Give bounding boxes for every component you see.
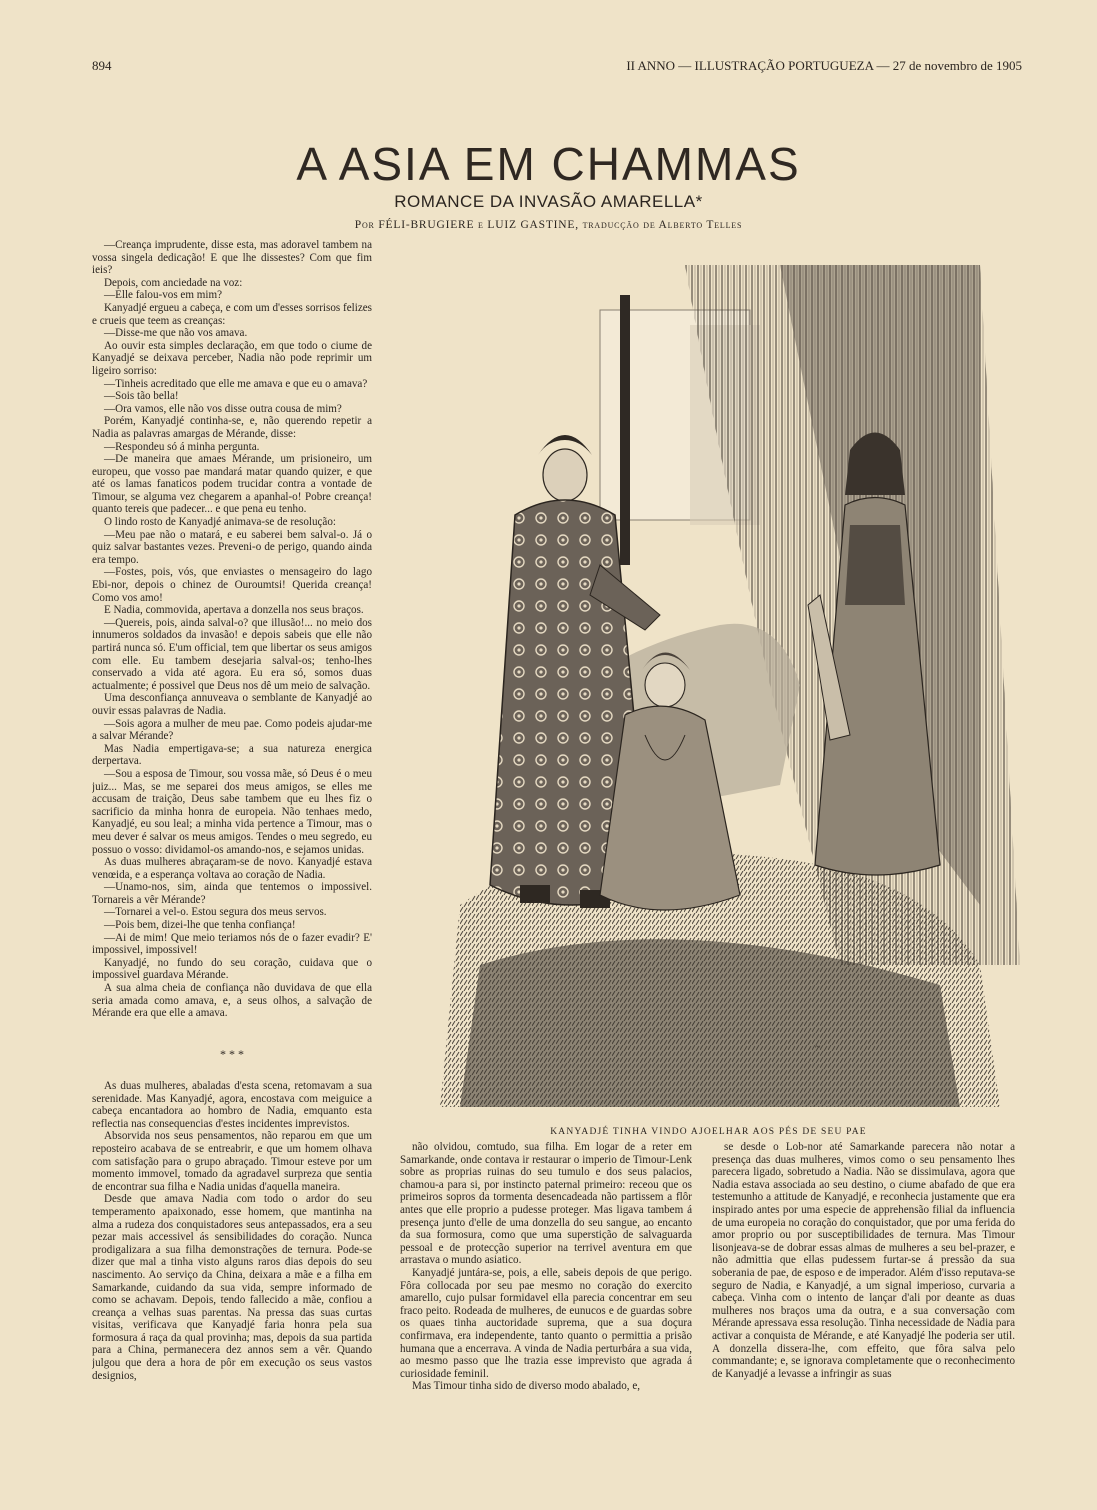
paragraph: Ao ouvir esta simples declaração, em que todo o ciume de Kanyadjé se deixava perceber, Nadia não pode reprimir um ligeiro sorriso: xyxy=(92,339,372,377)
page-header xyxy=(92,58,1022,78)
paragraph: Mas Nadia empertigava-se; a sua natureza energica derpertava. xyxy=(92,742,372,768)
paragraph: O lindo rosto de Kanyadjé animava-se de resolução: xyxy=(104,516,336,529)
paragraph: Porém, Kanyadjé continha-se, e, não querendo repetir a Nadia as palavras amargas de Mérande, disse: xyxy=(92,415,372,440)
paragraph: —Unamo-nos, sim, ainda que tentemos o impossivel. Tornareis a vêr Mérande? xyxy=(92,881,372,906)
article-subtitle: ROMANCE DA INVASÃO AMARELLA* xyxy=(394,192,703,211)
page-number: 894 xyxy=(92,58,112,73)
text-column-right xyxy=(712,1141,1015,1411)
illustration-caption: KANYADJÉ TINHA VINDO AJOELHAR AOS PÉS DE SEU PAE xyxy=(550,1127,867,1137)
paragraph: —De maneira que amaes Mérande, um prisioneiro, um europeu, que vosso pae mandará matar quando quizer, e que até os lamas fanaticos podem trucidar contra a vontade de Timour, se alguma vez chegarem a apanhal-o! Pobre creança! quanto tereis que padecer... e que pena eu tenho. xyxy=(92,453,372,516)
paragraph: se desde o Lob-nor até Samarkande parecera não notar a presença das duas mulheres, vimos como o seu pensamento lhes parecera ligado, sobretudo a Nadia. Não se dissimulava, agora que Nadia estava associada ao seu destino, o ciume abafado de que era testemunho a attitude de Kanyadjé, e reconhecia justamente que era inspirado antes por uma especie de apprehensão filial da influencia de uma europeia no coração do conquistador, que por uma ferida do amor proprio ou por susceptibilidades de ternura. Mas Timour lisonjeava-se de dobrar essas almas de mulheres a seu bel-prazer, e não admittia que ellas pudessem furtar-se á pressão da sua soberania de pae, de esposo e de imperador. Além d'isso reputava-se seguro de Nadia, e Kanyadjé, a um signal imperioso, curvaria a cabeça. Vinha com o intento de lançar d'ali por deante as duas mulheres nos braços uma da outra, e a sua conversação com Mérande apressava essa resolução. Tinha necessidade de Nadia para activar a conquista de Mérande, e até Kanyadjé lhe poderia ser util. A donzella dissera-lhe, com effeito, que fôra salva pelo commandante; e, se ignorava completamente que o reconhecimento de Kanyadjé a levasse a infringir as suas xyxy=(712,1141,1015,1380)
illustration-drawing xyxy=(420,265,1020,1107)
paragraph: —Ora vamos, elle não vos disse outra cousa de mim? xyxy=(104,402,342,415)
paragraph: —Elle falou-vos em mim? xyxy=(104,289,222,302)
paragraph: —Tornarei a vel-o. Estou segura dos meus servos. xyxy=(104,906,327,919)
text-column-middle xyxy=(400,1141,692,1411)
article-byline: Por FÉLI-BRUGIERE e LUIZ GASTINE, traducção de Alberto Telles xyxy=(354,219,743,231)
paragraph: —Quereis, pois, ainda salval-o? que illusão!... no meio dos innumeros soldados da invasão! e depois sabeis que elle não partirá nunca só. E'um official, tem que libertar os seus amigos com elle. Eu tambem desejaria salval-os; tenho-lhes conservado a vida até agora. Eu era só, somos duas actualmente; é possivel que Deus nos dê um meio de salvação. xyxy=(92,616,372,692)
text-column-left-bottom xyxy=(92,1080,372,1410)
paragraph: A sua alma cheia de confiança não duvidava de que ella seria amada como amava, e, a seus olhos, a salvação de Mérande era que elle a amava. xyxy=(92,982,372,1020)
paragraph: As duas mulheres abraçaram-se de novo. Kanyadjé estava venœida, e a esperança voltava ao coração de Nadia. xyxy=(92,856,372,881)
paragraph: Kanyadjé juntára-se, pois, a elle, sabeis depois de que perigo. Fôra collocada por seu pae mesmo no coração do exercito amarello, cujo pulsar formidavel ella parecia concentrar em seu fraco peito. Rodeada de mulheres, de eunucos e de guardas sobre os quaes tinha auctoridade suprema, que a sua doçura confirmava, era independente, tanto quanto o permittia a prisão humana que a encerrava. A vinda de Nadia perturbára a sua vida, ao mesmo passo que lhe trazia esse imprevisto que agrada á curiosidade feminil. xyxy=(400,1266,692,1380)
paragraph: —Sou a esposa de Timour, sou vossa mãe, só Deus é o meu juiz... Mas, se me separei dos meus amigos, se elles me accusam de traição, Deus sabe tambem que eu lhes fiz o sacrificio da minha honra de europeia. Não tenhaes medo, Kanyadjé, eu sou leal; a minha vida pertence a Timour, mas o meu dever é salvar os meus amigos. Tendes o meu segredo, eu possuo o vosso: dividamol-os amando-nos, e sejamos unidas. xyxy=(92,767,372,856)
text-column-left-top xyxy=(92,239,372,1049)
paragraph: —Fostes, pois, vós, que enviastes o mensageiro do lago Ebi-nor, depois o chinez de Ouroumtsi! Querida creança! Como vos amo! xyxy=(92,566,372,604)
paragraph: —Ai de mim! Que meio teriamos nós de o fazer evadir? E' impossivel, impossivel! xyxy=(92,931,372,957)
paragraph: —Tinheis acreditado que elle me amava e que eu o amava? xyxy=(104,377,368,390)
paragraph: Kanyadjé ergueu a cabeça, e com um d'esses sorrisos felizes e crueis que teem as creanças: xyxy=(92,301,372,327)
paragraph: —Disse-me que não vos amava. xyxy=(104,327,248,340)
engraving-illustration xyxy=(420,265,1020,1107)
paragraph: As duas mulheres, abaladas d'esta scena, retomavam a sua serenidade. Mas Kanyadjé, agora, encostava com meiguice a cabeça encantadora ao hombro de Nadia, emquanto esta reflectia nas consequencias d'estes incidentes imprevistos. xyxy=(92,1080,372,1130)
paragraph: —Pois bem, dizei-lhe que tenha confiança! xyxy=(104,919,296,932)
svg-text:~: ~ xyxy=(815,1042,821,1053)
running-head: II ANNO — ILLUSTRAÇÃO PORTUGUEZA — 27 de novembro de 1905 xyxy=(626,58,1022,73)
paragraph: —Creança imprudente, disse esta, mas adoravel tambem na vossa singela dedicação! E que lhe dissestes? Com que fim ieis? xyxy=(92,239,372,277)
paragraph: —Sois agora a mulher de meu pae. Como podeis ajudar-me a salvar Mérande? xyxy=(92,717,372,743)
paragraph: —Meu pae não o matará, e eu saberei bem salval-o. Já o quiz salvar bastantes vezes. Preveni-o de perigo, quando ainda era tempo. xyxy=(92,528,372,566)
paragraph: —Sois tão bella! xyxy=(104,390,179,403)
paragraph: Mas Timour tinha sido de diverso modo abalado, e, xyxy=(412,1380,641,1393)
paragraph: Depois, com anciedade na voz: xyxy=(104,276,243,289)
paragraph: não olvidou, comtudo, sua filha. Em logar de a reter em Samarkande, onde contava ir restaurar o imperio de Timour-Lenk sobre as proprias ruinas do seu tumulo e dos seus palacios, chamou-a para si, por instincto paternal primeiro: receou que os primeiros sopros da tormenta desencadeada não partissem a flôr antes que elle proprio a pudesse proteger. Mas ligava tambem á presença junto d'elle de uma donzella do seu sangue, ao encanto da sua formosura, como que uma superstição de salvaguarda pessoal e de protecção superior na terrivel aventura em que arrastava o mundo asiatico. xyxy=(400,1141,692,1267)
paragraph: Absorvida nos seus pensamentos, não reparou em que um reposteiro acabava de se entreabrir, e que um homem olhava com satisfação para o grupo abraçado. Timour esteve por um momento immovel, tomado da agradavel surpreza que sentia de encontrar sua filha e Nadia unidas d'aquella maneira. xyxy=(92,1130,372,1193)
article-title: A ASIA EM CHAMMAS xyxy=(296,138,801,190)
paragraph: —Respondeu só á minha pergunta. xyxy=(104,440,260,453)
paragraph: E Nadia, commovida, apertava a donzella nos seus braços. xyxy=(104,604,364,617)
paragraph: Uma desconfiança annuveava o semblante de Kanyadjé ao ouvir essas palavras de Nadia. xyxy=(92,692,372,717)
paragraph: Desde que amava Nadia com todo o ardor do seu temperamento apaixonado, esse homem, que mantinha na alma a rudeza dos conquistadores seus antepassados, era a seu pezar mais accessivel ás sensibilidades do coração. Nunca prodigalizara a sua filha demonstrações de ternura. Pode-se dizer que mal a tinha visto alguns raros dias depois do seu nascimento. Ao serviço da China, deixara a mãe e a filha em Samarkande, cuidando da sua vida, sempre informado de como se achavam. Depois, tendo fallecido a mãe, confiou a creança a velhas suas parentas. Na pressa das suas curtas visitas, verificava que Kanyadjé faria honra pela sua formosura á raça da qual provinha; mas, depois da sua partida para a China, permanecera dez annos sem a vêr. Quando julgou que dera a hora de pôr em execução os seus vastos designios, xyxy=(92,1193,372,1382)
section-separator: * * * xyxy=(220,1047,244,1061)
paragraph: Kanyadjé, no fundo do seu coração, cuidava que o impossivel guardava Mérande. xyxy=(92,956,372,982)
